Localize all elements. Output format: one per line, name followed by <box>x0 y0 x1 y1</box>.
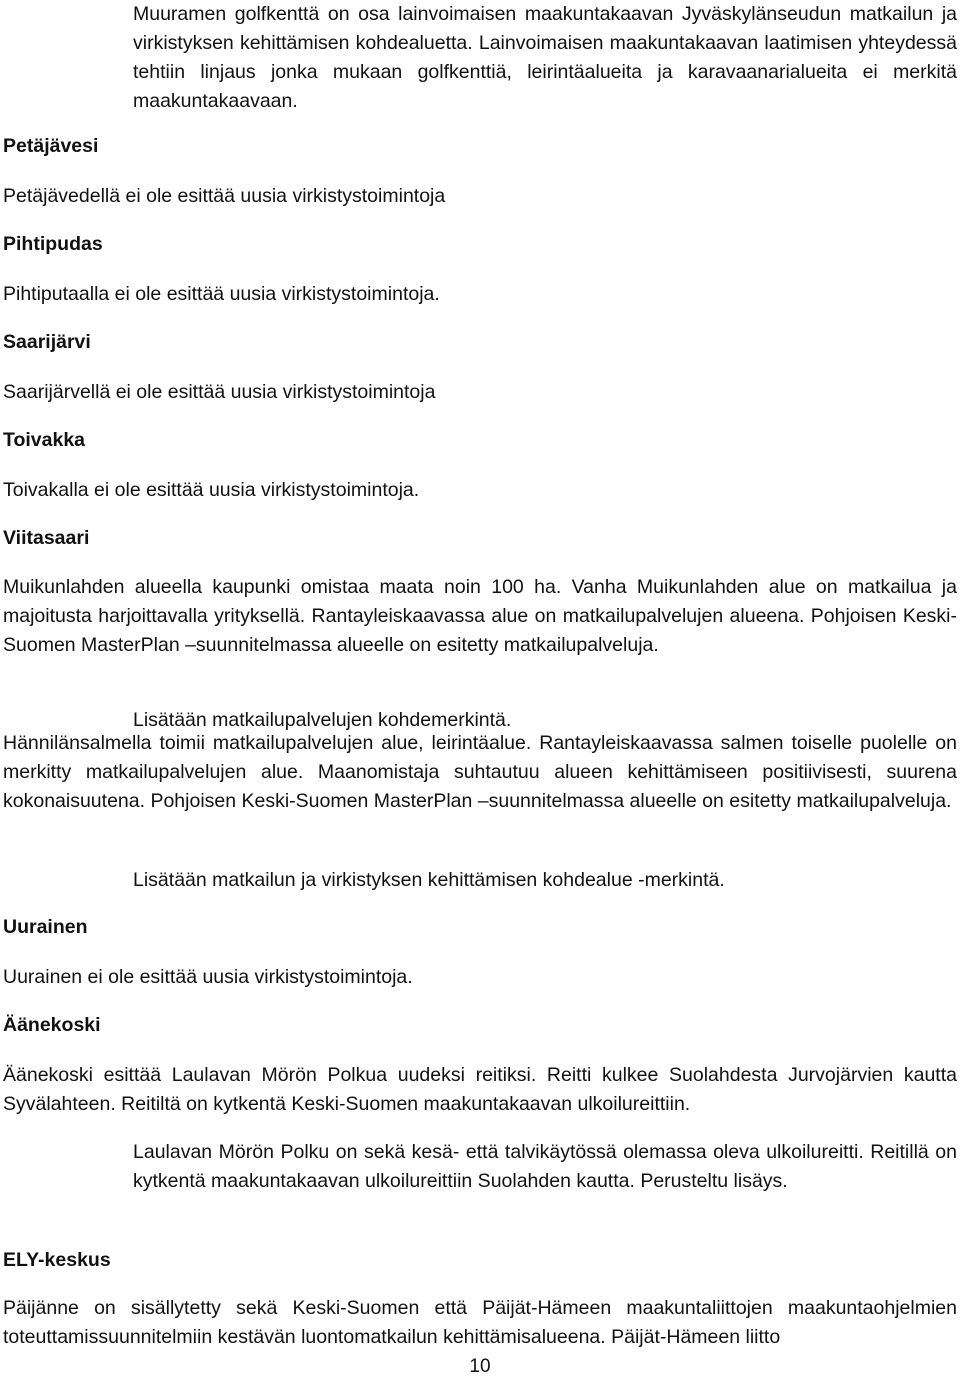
pihtipudas-paragraph: Pihtiputaalla ei ole esittää uusia virkistystoimintoja. <box>3 283 440 305</box>
hannila-paragraph: Hännilänsalmella toimii matkailupalvelujen alue, leirintäalue. Rantayleiskaavassa salmen toiselle puolelle on merkitty matkailupalvelujen alue. Maanomistaja suhtautuu alueen kehittämiseen positiivisesti, suurena kokonaisuutena. Pohjoisen Keski-Suomen MasterPlan –suunnitelmassa alueelle on esitetty matkailupalveluja. <box>3 732 957 812</box>
viitasaari-response: Lisätään matkailupalvelujen kohdemerkintä. <box>133 709 512 731</box>
toivakka-paragraph: Toivakalla ei ole esittää uusia virkistystoimintoja. <box>3 479 420 501</box>
aanekoski-response: Laulavan Mörön Polku on sekä kesä- että talvikäytössä olemassa oleva ulkoilureitti. Reitillä on kytkentä maakuntakaavan ulkoilureittiin Suolahden kautta. Perusteltu lisäys. <box>133 1141 957 1192</box>
ely-heading: ELY-keskus <box>3 1249 111 1271</box>
toivakka-heading: Toivakka <box>3 429 86 451</box>
uurainen-heading: Uurainen <box>3 916 88 938</box>
aanekoski-paragraph: Äänekoski esittää Laulavan Mörön Polkua uudeksi reitiksi. Reitti kulkee Suolahdesta Jurvojärvien kautta Syvälahteen. Reitiltä on kytkentä Keski-Suomen maakuntakaavan ulkoilureittiin. <box>3 1064 957 1115</box>
viitasaari-paragraph: Muikunlahden alueella kaupunki omistaa maata noin 100 ha. Vanha Muikunlahden alue on matkailua ja majoitusta harjoittavalla yrityksellä. Rantayleiskaavassa alue on matkailupalvelujen alueena. Pohjoisen Keski-Suomen MasterPlan –suunnitelmassa alueelle on esitetty matkailupalveluja. <box>3 576 957 656</box>
saarijarvi-heading: Saarijärvi <box>3 331 91 353</box>
aanekoski-heading: Äänekoski <box>3 1014 101 1036</box>
ely-paragraph: Päijänne on sisällytetty sekä Keski-Suomen että Päijät-Hämeen maakuntaliittojen maakuntaohjelmien toteuttamissuunnitelmiin kestävän luontomatkailun kehittämisalueena. Päijät-Hämeen liitto <box>3 1297 957 1348</box>
page-number: 10 <box>469 1356 491 1377</box>
uurainen-paragraph: Uurainen ei ole esittää uusia virkistystoimintoja. <box>3 966 413 988</box>
saarijarvi-paragraph: Saarijärvellä ei ole esittää uusia virkistystoimintoja <box>3 381 436 403</box>
viitasaari-heading: Viitasaari <box>3 527 90 549</box>
petajavesi-heading: Petäjävesi <box>3 135 99 157</box>
hannila-response: Lisätään matkailun ja virkistyksen kehittämisen kohdealue -merkintä. <box>133 869 725 891</box>
pihtipudas-heading: Pihtipudas <box>3 233 103 255</box>
petajavesi-paragraph: Petäjävedellä ei ole esittää uusia virkistystoimintoja <box>3 185 446 207</box>
muurame-paragraph: Muuramen golfkenttä on osa lainvoimaisen maakuntakaavan Jyväskylänseudun matkailun ja virkistyksen kehittämisen kohdealuetta. Lainvoimaisen maakuntakaavan laatimisen yhteydessä tehtiin linjaus jonka mukaan golfkenttiä, leirintäalueita ja karavaanarialueita ei merkitä maakuntakaavaan. <box>133 3 957 112</box>
